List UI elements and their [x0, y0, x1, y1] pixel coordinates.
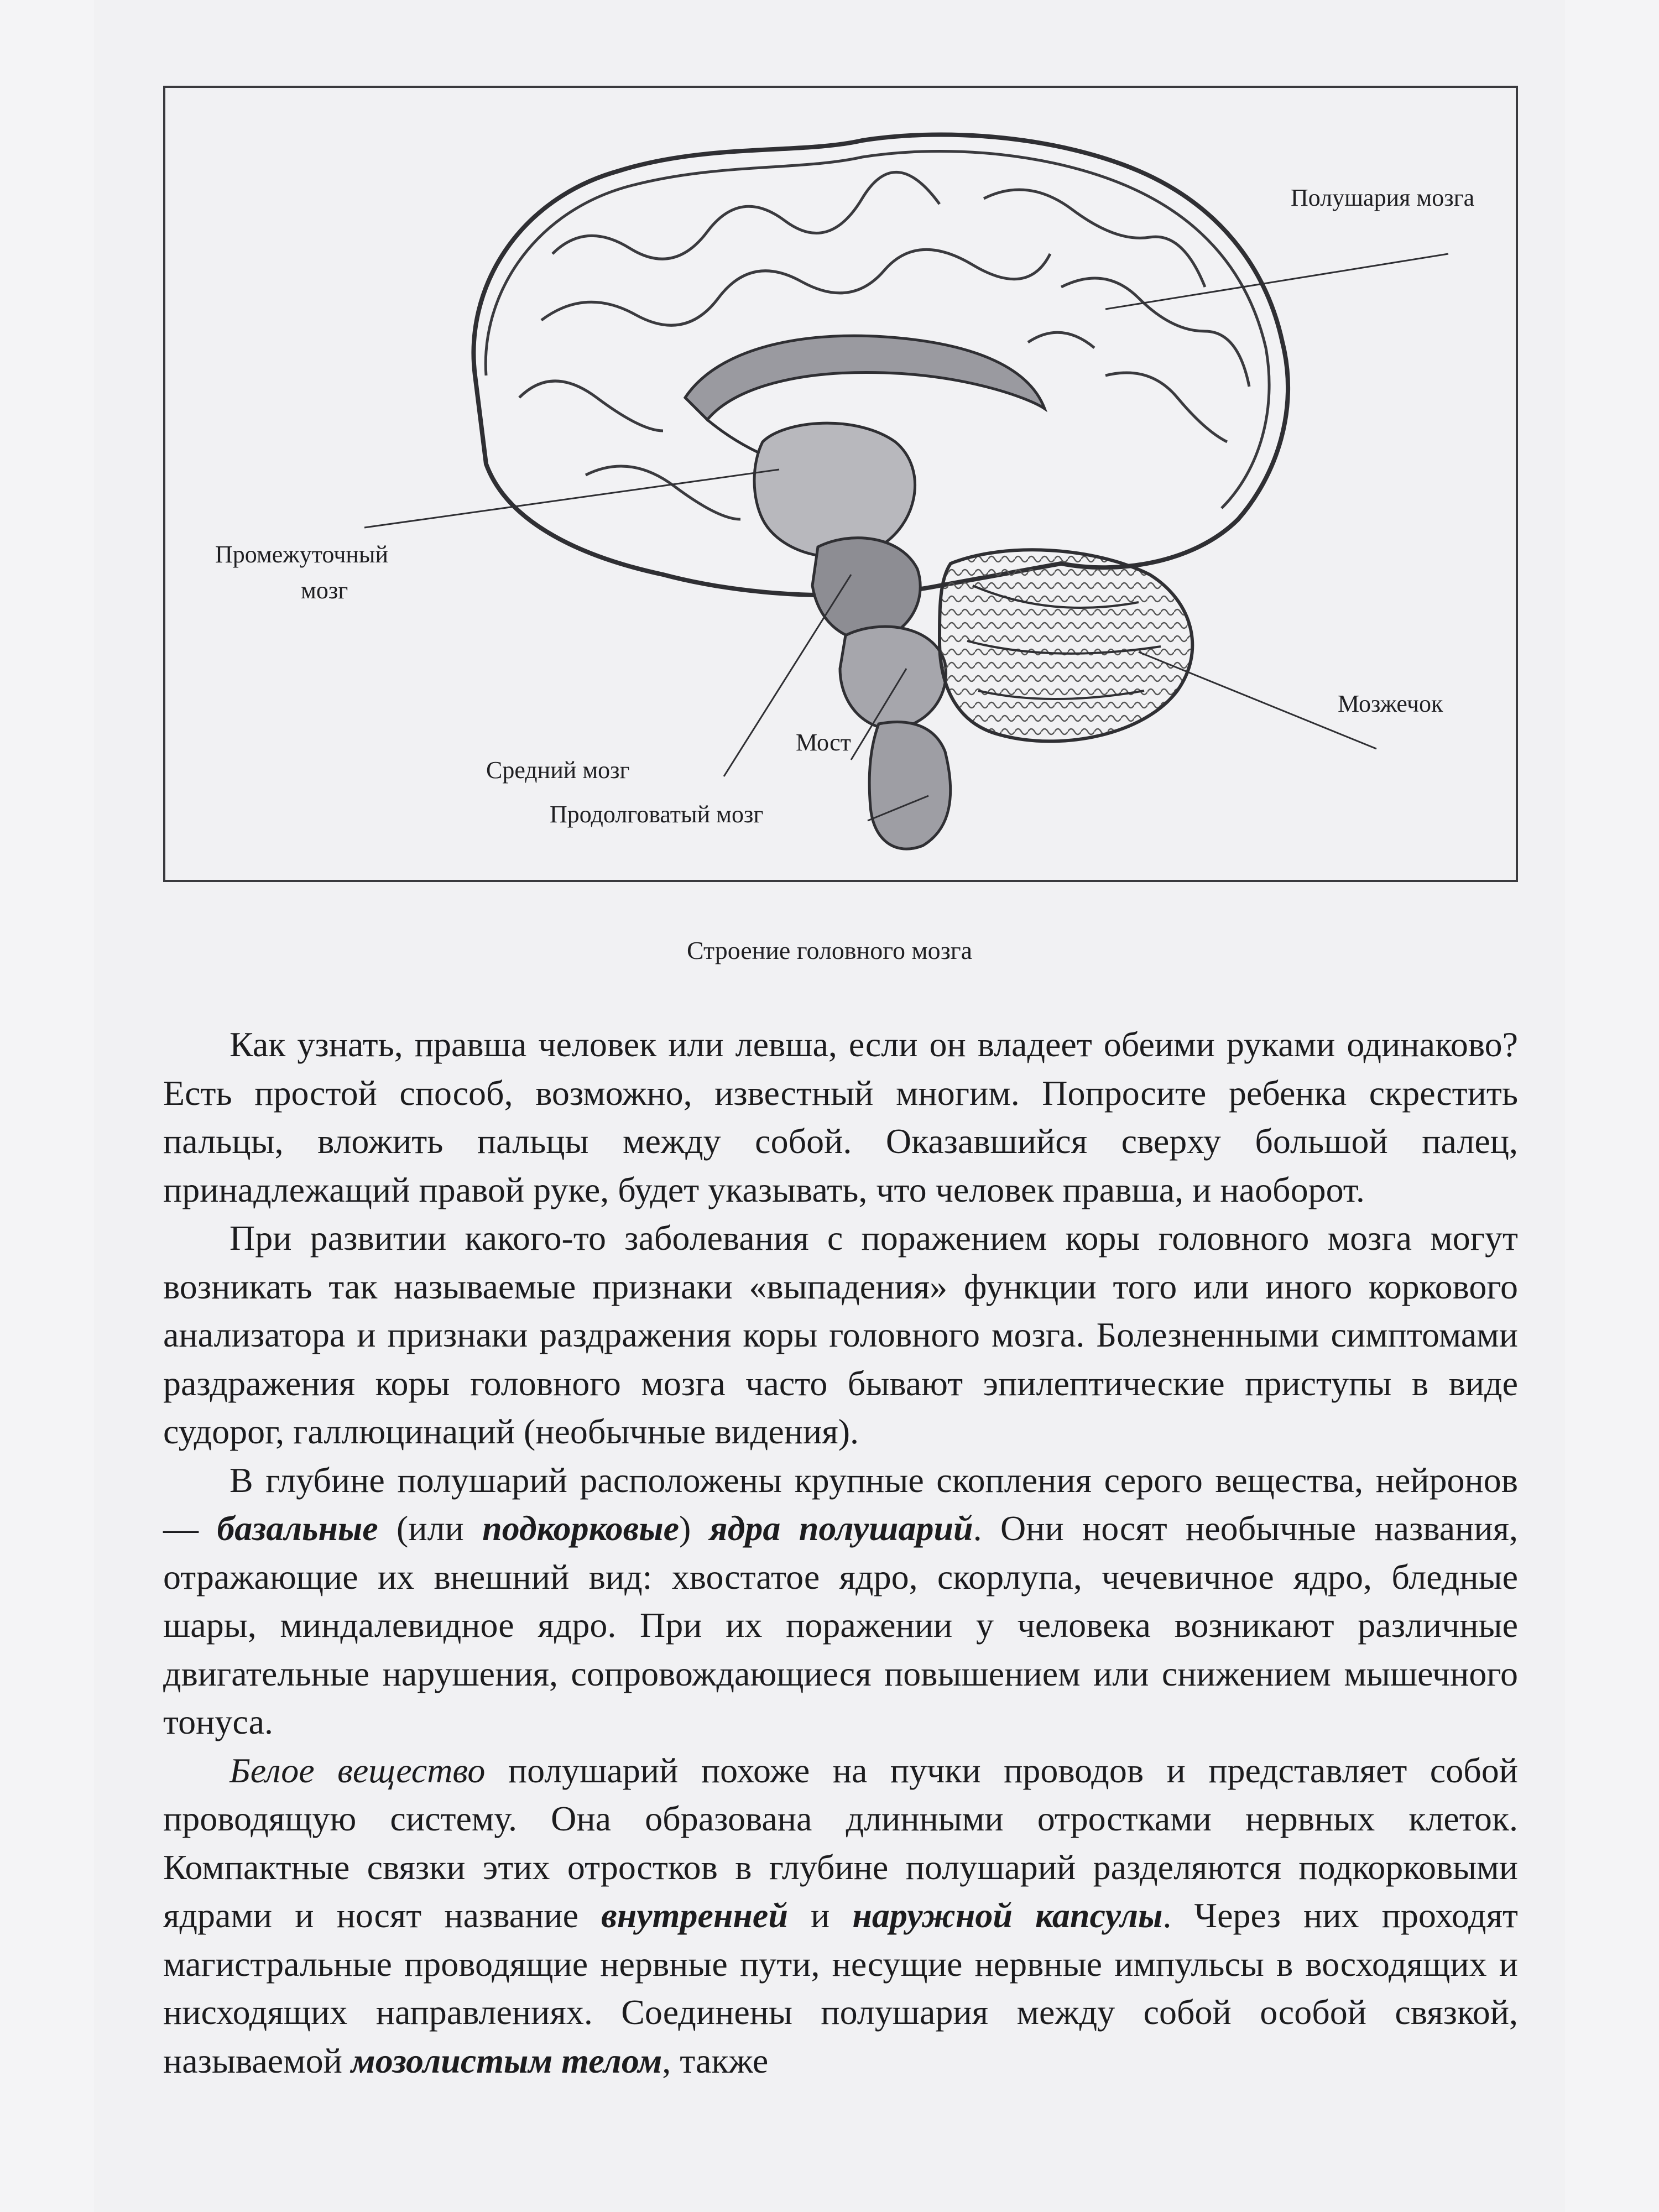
label-cerebellum: Мозжечок — [1338, 690, 1443, 717]
text-run: . Через них проходят магистральные проводящие нервные пути, несущие нервные импульсы в восходящих и нисходящих направлениях. Соединены полушария между собой особой связкой, называемой — [163, 1896, 1519, 2080]
term-nuclei: ядра полушарий — [709, 1509, 973, 1548]
text-run: В глубине полушарий расположены крупные скопления серого вещества, нейронов — — [163, 1460, 1518, 1548]
pons-shape — [840, 627, 946, 729]
diencephalon — [754, 423, 915, 557]
term-subcortical: подкорковые — [482, 1509, 680, 1548]
label-diencephalon-2: мозг — [301, 577, 348, 604]
midbrain-shape — [812, 538, 920, 641]
paragraph-4 — [163, 1746, 1518, 2085]
term-external-capsule: наружной капсулы — [852, 1896, 1163, 1935]
body-text — [163, 1020, 1518, 2085]
paragraph-3 — [163, 1456, 1518, 1746]
paragraph-2: При развитии какого-то заболевания с поражением коры головного мозга могут возникать так называемые признаки «выпадения» функции того или иного коркового анализатора и признаки раздражения коры головного мозга. Болезненными симптомами раздражения коры головного мозга часто бывают эпилептические приступы в виде судорог, галлюцинаций (необычные видения). — [163, 1218, 1518, 1451]
text-run: ) — [679, 1509, 709, 1548]
text-run: (или — [378, 1509, 483, 1548]
label-midbrain: Средний мозг — [486, 757, 630, 784]
term-basal: базальные — [217, 1509, 378, 1548]
label-medulla: Продолговатый мозг — [550, 801, 764, 828]
text-run: и — [787, 1896, 853, 1935]
medulla-shape — [869, 722, 951, 849]
text-run: полушарий похоже на пучки проводов и представляет собой проводящую систему. Она образована длинными отростками нервных клеток. Компактные связки этих отростков в глубине полушарий разделяются подкорковыми ядрами и носят название — [163, 1750, 1519, 1935]
text-run: , также — [662, 2041, 769, 2080]
text-run: . Они носят необычные названия, отражающие их внешний вид: хвостатое ядро, скорлупа, чечевичное ядро, бледные шары, миндалевидное ядро. При их поражении у человека возникают различные двигательные нарушения, сопровождающиеся повышением или снижением мышечного тонуса. — [163, 1509, 1519, 1741]
label-diencephalon-1: Промежуточный — [215, 541, 389, 568]
brain-figure — [163, 86, 1518, 882]
term-internal: внутренней — [601, 1896, 788, 1935]
figure-caption: Строение головного мозга — [686, 936, 973, 964]
term-white-matter: Белое вещество — [229, 1750, 486, 1790]
label-pons: Мост — [796, 729, 851, 756]
paragraph-1: Как узнать, правша человек или левша, если он владеет обеими руками одинаково? Есть простой способ, возможно, известный многим. Попросите ребенка скрестить пальцы, вложить пальцы между собой. Оказавшийся сверху большой палец, принадлежащий правой руке, будет указывать, что человек правша, и наоборот. — [163, 1025, 1518, 1209]
book-page — [94, 0, 1565, 2212]
label-hemispheres: Полушария мозга — [1291, 184, 1475, 211]
term-corpus-callosum: мозолистым телом — [351, 2041, 662, 2080]
cerebellum-shape — [940, 550, 1192, 741]
